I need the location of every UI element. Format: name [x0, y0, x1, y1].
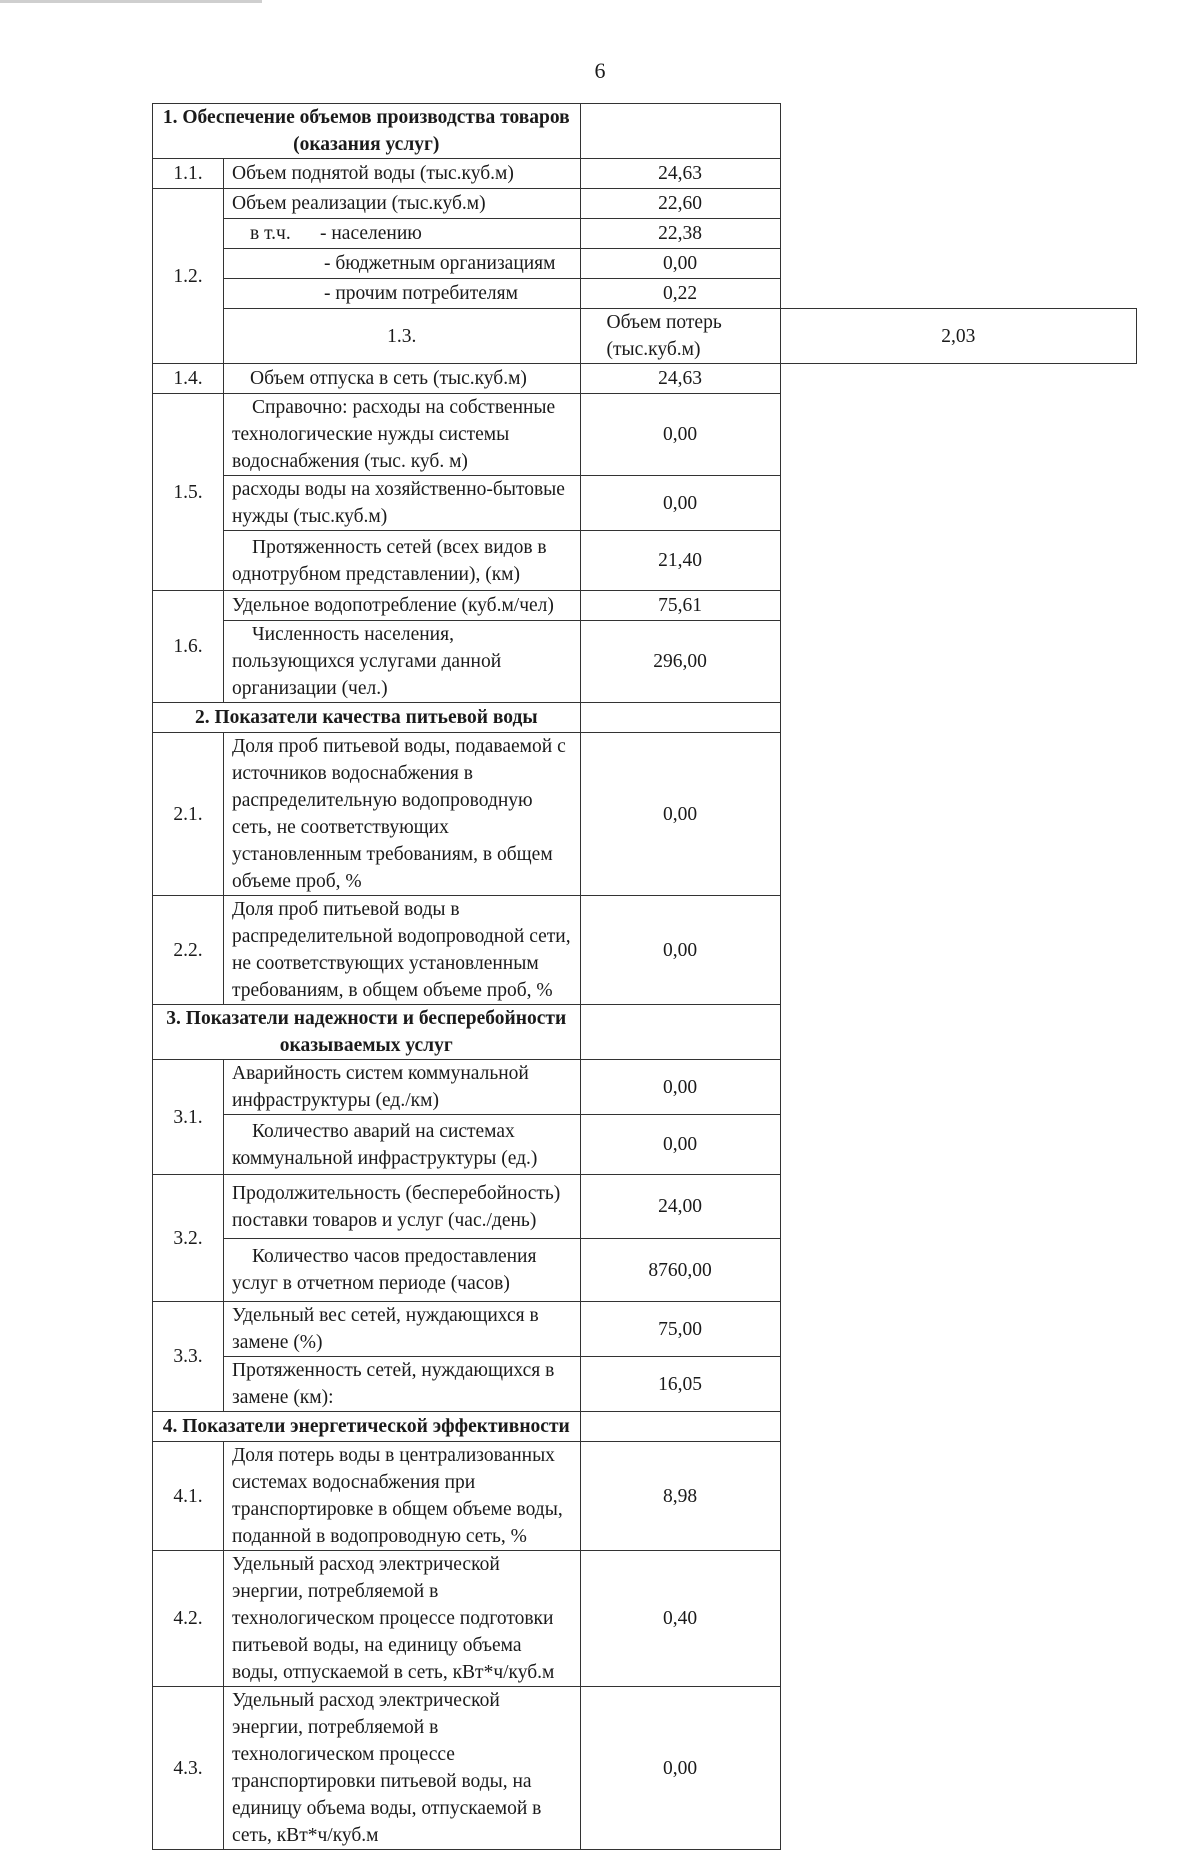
row-value: 22,60 [580, 189, 780, 219]
row-label: Доля потерь воды в централизованных системах водоснабжения при транспортировке в общем объеме воды, поданной в водопроводную сеть, % [224, 1442, 581, 1551]
row-number: 1.6. [153, 591, 224, 703]
table-row [153, 309, 1137, 364]
section-title: 2. Показатели качества питьевой воды [153, 703, 581, 733]
row-value: 296,00 [580, 621, 780, 703]
row-label: Удельный расход электрической энергии, потребляемой в технологическом процессе транспортировки питьевой воды, на единицу объема воды, отпускаемой в сеть, кВт*ч/куб.м [224, 1687, 581, 1850]
row-value: 0,00 [580, 896, 780, 1005]
row-label: Аварийность систем коммунальной инфраструктуры (ед./км) [224, 1060, 581, 1115]
section-value-cell [580, 703, 780, 733]
table-row [153, 279, 1137, 309]
table-row [153, 1442, 1137, 1551]
row-number: 1.5. [153, 394, 224, 591]
row-value: 21,40 [580, 531, 780, 591]
row-label: Численность населения, пользующихся услугами данной организации (чел.) [224, 621, 581, 703]
table-row [153, 1687, 1137, 1850]
row-prefix: в т.ч. [250, 223, 291, 244]
row-label: Объем поднятой воды (тыс.куб.м) [224, 159, 581, 189]
section-header-row [153, 104, 1137, 159]
row-value: 8760,00 [580, 1239, 780, 1302]
row-label: Объем отпуска в сеть (тыс.куб.м) [224, 364, 581, 394]
table-row [153, 1060, 1137, 1115]
table-row [153, 591, 1137, 621]
section-value-cell [580, 104, 780, 159]
row-value: 24,63 [580, 159, 780, 189]
table-row [153, 476, 1137, 531]
row-value: 0,00 [580, 733, 780, 896]
section-value-cell [580, 1005, 780, 1060]
row-label: Удельное водопотребление (куб.м/чел) [224, 591, 581, 621]
row-value: 75,00 [580, 1302, 780, 1357]
row-value: 16,05 [580, 1357, 780, 1412]
table-row [153, 394, 1137, 476]
row-number: 1.4. [153, 364, 224, 394]
indicators-table [152, 103, 1137, 1850]
row-label: Доля проб питьевой воды в распределительной водопроводной сети, не соответствующих установленным требованиям, в общем объеме проб, % [224, 896, 581, 1005]
table-row [153, 249, 1137, 279]
row-number: 4.1. [153, 1442, 224, 1551]
section-header-row [153, 1005, 1137, 1060]
section-title: 3. Показатели надежности и бесперебойности оказываемых услуг [153, 1005, 581, 1060]
row-number: 4.3. [153, 1687, 224, 1850]
row-label: Доля проб питьевой воды, подаваемой с источников водоснабжения в распределительную водопроводную сеть, не соответствующих установленным требованиям, в общем объеме проб, % [224, 733, 581, 896]
row-number: 1.1. [153, 159, 224, 189]
row-label: Справочно: расходы на собственные технологические нужды системы водоснабжения (тыс. куб. м) [224, 394, 581, 476]
table-row [153, 364, 1137, 394]
table-row [153, 1115, 1137, 1175]
table-row [153, 1239, 1137, 1302]
section-value-cell [580, 1412, 780, 1442]
row-number: 3.2. [153, 1175, 224, 1302]
row-label: Удельный расход электрической энергии, потребляемой в технологическом процессе подготовки питьевой воды, на единицу объема воды, отпускаемой в сеть, кВт*ч/куб.м [224, 1551, 581, 1687]
table-row [153, 159, 1137, 189]
row-value: 24,63 [580, 364, 780, 394]
row-label: Количество часов предоставления услуг в отчетном периоде (часов) [224, 1239, 581, 1302]
table-row [153, 1357, 1137, 1412]
table-row [153, 531, 1137, 591]
row-label: Объем потерь (тыс.куб.м) [580, 309, 780, 364]
row-value: 0,00 [580, 249, 780, 279]
row-value: 0,00 [580, 1060, 780, 1115]
table-row [153, 1302, 1137, 1357]
table-row [153, 1175, 1137, 1239]
row-label: Удельный вес сетей, нуждающихся в замене (%) [224, 1302, 581, 1357]
scan-edge-mark [0, 0, 262, 3]
row-value: 0,22 [580, 279, 780, 309]
row-number: 2.1. [153, 733, 224, 896]
row-value: 8,98 [580, 1442, 780, 1551]
row-label: - прочим потребителям [224, 279, 581, 309]
row-number: 4.2. [153, 1551, 224, 1687]
row-label: - населению [320, 223, 422, 244]
page-number: 6 [594, 58, 606, 83]
row-value: 24,00 [580, 1175, 780, 1239]
row-label: Количество аварий на системах коммунальной инфраструктуры (ед.) [224, 1115, 581, 1175]
row-label: - бюджетным организациям [224, 249, 581, 279]
row-value: 0,00 [580, 476, 780, 531]
table-row [153, 621, 1137, 703]
row-value: 75,61 [580, 591, 780, 621]
row-label: расходы воды на хозяйственно-бытовые нужды (тыс.куб.м) [224, 476, 581, 531]
row-number: 2.2. [153, 896, 224, 1005]
row-value: 0,00 [580, 1687, 780, 1850]
table-row [153, 1551, 1137, 1687]
row-number: 1.3. [224, 309, 581, 364]
section-title: 4. Показатели энергетической эффективности [153, 1412, 581, 1442]
row-value: 0,00 [580, 394, 780, 476]
row-label: Продолжительность (бесперебойность) поставки товаров и услуг (час./день) [224, 1175, 581, 1239]
row-number: 3.1. [153, 1060, 224, 1175]
row-value: 0,00 [580, 1115, 780, 1175]
row-number: 3.3. [153, 1302, 224, 1412]
table-row [153, 896, 1137, 1005]
table-row [153, 733, 1137, 896]
row-label-cell [224, 219, 581, 249]
row-label: Протяженность сетей, нуждающихся в замене (км): [224, 1357, 581, 1412]
row-value: 0,40 [580, 1551, 780, 1687]
row-value: 2,03 [780, 309, 1137, 364]
section-header-row [153, 1412, 1137, 1442]
row-number: 1.2. [153, 189, 224, 364]
section-title: 1. Обеспечение объемов производства товаров (оказания услуг) [153, 104, 581, 159]
table-row [153, 189, 1137, 219]
row-value: 22,38 [580, 219, 780, 249]
row-label: Объем реализации (тыс.куб.м) [224, 189, 581, 219]
section-header-row [153, 703, 1137, 733]
row-label: Протяженность сетей (всех видов в однотрубном представлении), (км) [224, 531, 581, 591]
table-row [153, 219, 1137, 249]
